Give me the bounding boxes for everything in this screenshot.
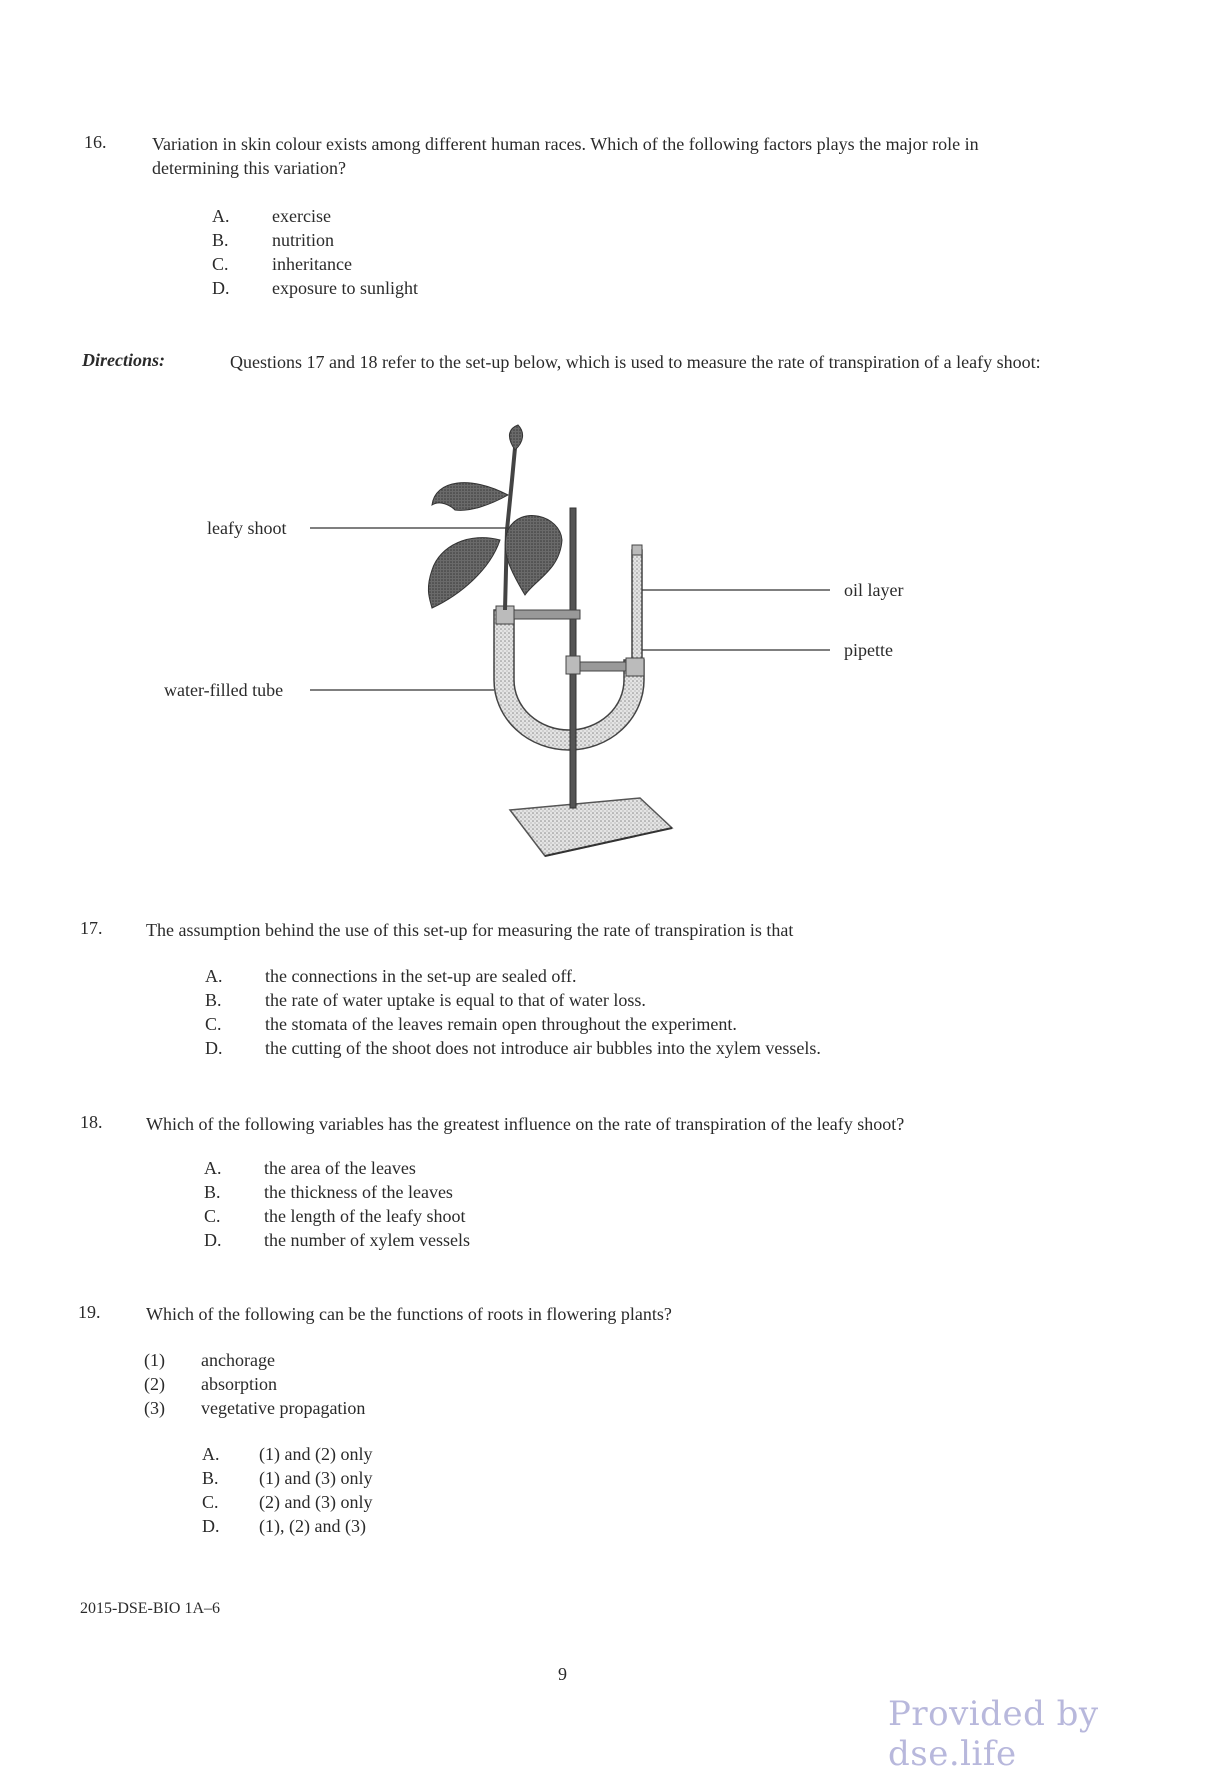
option-text: (1) and (2) only [259,1444,373,1464]
option-letter: C. [202,1492,219,1512]
option-letter: A. [205,966,223,986]
leaf-left [428,538,500,608]
question-16-text: Variation in skin colour exists among different human races. Which of the following factors plays the major role in determining this variation? [152,134,979,178]
statement-text: anchorage [201,1350,275,1370]
statement-number: (3) [144,1398,165,1418]
option-text: exercise [272,206,331,226]
option-d[interactable] [212,276,418,300]
option-text: the length of the leafy shoot [264,1206,466,1226]
transpiration-setup-diagram [0,420,1228,900]
option-letter: D. [205,1038,223,1058]
option-letter: D. [202,1516,220,1536]
option-c[interactable] [204,1204,470,1228]
option-letter: A. [204,1158,222,1178]
option-text: (2) and (3) only [259,1492,373,1512]
label-water-filled-tube: water-filled tube [164,680,284,700]
option-c[interactable] [212,252,418,276]
option-a[interactable] [202,1442,372,1466]
option-b[interactable] [205,988,821,1012]
statement-text: absorption [201,1374,277,1394]
option-text: inheritance [272,254,352,274]
question-17-text: The assumption behind the use of this set-up for measuring the rate of transpiration is that [146,920,794,940]
option-letter: A. [212,206,230,226]
question-18-options [204,1156,470,1252]
option-b[interactable] [212,228,418,252]
clamp-upper [505,610,580,619]
statement-2 [144,1372,365,1396]
option-letter: D. [204,1230,222,1250]
option-text: the stomata of the leaves remain open throughout the experiment. [265,1014,737,1034]
question-19-text: Which of the following can be the functions of roots in flowering plants? [146,1304,672,1324]
option-text: exposure to sunlight [272,278,418,298]
option-a[interactable] [204,1156,470,1180]
leaf-right [505,516,562,595]
question-17-number: 17. [80,918,103,938]
statement-3 [144,1396,365,1420]
option-b[interactable] [202,1466,372,1490]
option-d[interactable] [202,1514,372,1538]
question-16-options [212,204,418,300]
question-19-statements [144,1348,365,1420]
option-a[interactable] [212,204,418,228]
directions-label: Directions: [82,350,165,370]
option-letter: A. [202,1444,220,1464]
directions-text: Questions 17 and 18 refer to the set-up below, which is used to measure the rate of transpiration of a leafy shoot: [230,352,1041,372]
water-filled-tube [494,610,644,750]
option-letter: B. [212,230,229,250]
stand-base [510,798,672,856]
option-letter: C. [204,1206,221,1226]
leaf-bud [509,425,522,450]
question-18-number: 18. [80,1112,103,1132]
option-text: the thickness of the leaves [264,1182,453,1202]
label-oil-layer: oil layer [844,580,904,600]
option-text: (1), (2) and (3) [259,1516,366,1536]
pipette [632,550,642,665]
option-letter: D. [212,278,230,298]
option-text: (1) and (3) only [259,1468,373,1488]
question-17-options [205,964,821,1060]
option-text: the connections in the set-up are sealed off. [265,966,577,986]
question-19-number: 19. [78,1302,101,1322]
question-19-options [202,1442,372,1538]
question-16-number: 16. [84,132,107,152]
paper-code: 2015-DSE-BIO 1A–6 [80,1600,220,1617]
option-d[interactable] [205,1036,821,1060]
option-text: the area of the leaves [264,1158,416,1178]
option-text: the rate of water uptake is equal to that of water loss. [265,990,646,1010]
option-letter: C. [205,1014,222,1034]
option-letter: B. [202,1468,219,1488]
option-letter: B. [204,1182,221,1202]
statement-1 [144,1348,365,1372]
page-number: 9 [558,1664,567,1684]
option-c[interactable] [205,1012,821,1036]
option-d[interactable] [204,1228,470,1252]
option-text: the number of xylem vessels [264,1230,470,1250]
option-text: nutrition [272,230,334,250]
option-letter: B. [205,990,222,1010]
statement-number: (1) [144,1350,165,1370]
label-leafy-shoot: leafy shoot [207,518,287,538]
option-letter: C. [212,254,229,274]
statement-text: vegetative propagation [201,1398,366,1418]
label-pipette: pipette [844,640,893,660]
watermark: Provided by dse.life [888,1694,1099,1774]
option-b[interactable] [204,1180,470,1204]
option-a[interactable] [205,964,821,988]
question-18-text: Which of the following variables has the greatest influence on the rate of transpiration of the leafy shoot? [146,1114,905,1134]
option-text: the cutting of the shoot does not introduce air bubbles into the xylem vessels. [265,1038,821,1058]
leaf-top [432,483,508,511]
option-c[interactable] [202,1490,372,1514]
statement-number: (2) [144,1374,165,1394]
